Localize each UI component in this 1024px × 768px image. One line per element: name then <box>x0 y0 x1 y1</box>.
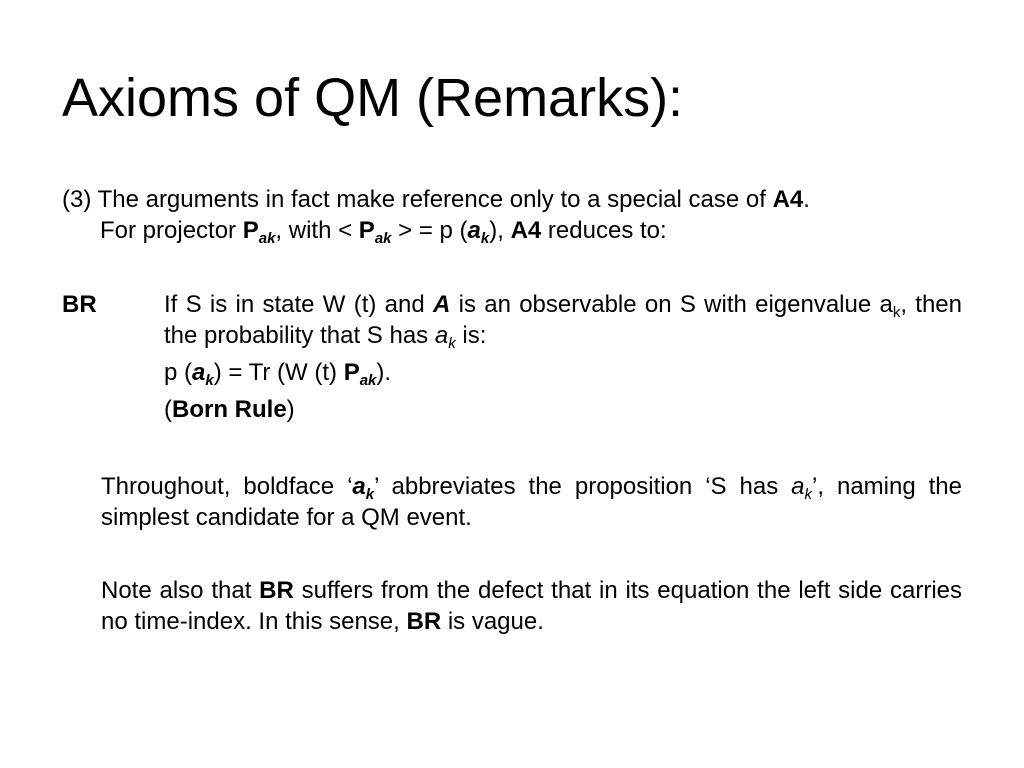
para2-text-2: suffers from the defect that in its equation the left side carries no time-index. In this sense, <box>101 577 963 635</box>
expectation-text: > = p ( <box>391 217 468 244</box>
close-paren: ), <box>489 217 511 244</box>
projector-symbol-2: P <box>358 217 375 244</box>
born-rule-label <box>164 394 962 425</box>
vagueness-note <box>101 575 962 637</box>
br-ref-2: BR <box>406 608 442 635</box>
br-ref-1: BR <box>259 577 294 604</box>
with-text: , with < <box>275 217 359 244</box>
para1-a2: a <box>791 473 805 500</box>
observable-A: A <box>432 291 451 318</box>
value-a: a <box>434 322 449 349</box>
period: . <box>803 186 810 213</box>
slide-title: Axioms of QM (Remarks): <box>62 68 684 128</box>
br-text-2: is an observable on S with eigenvalue a <box>450 291 893 318</box>
born-rule-equation <box>164 357 962 388</box>
remark-3-line-1 <box>62 184 967 215</box>
br-text-1: If S is in state W (t) and <box>164 291 433 318</box>
reduces-text: reduces to: <box>541 217 667 244</box>
br-text-3: , then the probability that S has <box>164 291 963 349</box>
born-rule-name: Born Rule <box>172 396 287 423</box>
br-text-4: is: <box>455 322 487 349</box>
para1-a: a <box>352 473 366 500</box>
born-close: ) <box>286 396 295 423</box>
para1-text-3: ’, naming the simplest candidate for a QM event. <box>101 473 962 531</box>
eq-end: ). <box>376 359 392 386</box>
eq-p-open: p ( <box>164 359 193 386</box>
para1-text-1: Throughout, boldface ‘ <box>101 473 353 500</box>
projector-symbol: P <box>242 217 259 244</box>
eq-trace: ) = Tr (W (t) <box>213 359 344 386</box>
para1-text-2: ’ abbreviates the proposition ‘S has <box>374 473 792 500</box>
proposition-a: a <box>467 217 481 244</box>
para1-k: k <box>365 486 375 503</box>
proposition-k: k <box>480 230 490 247</box>
value-k: k <box>448 335 456 352</box>
eq-P-sub: ak <box>359 372 377 389</box>
a4-ref: A4 <box>772 186 804 213</box>
para1-k2: k <box>804 486 813 503</box>
born-open: ( <box>164 396 172 423</box>
boldface-note <box>101 471 962 533</box>
br-statement <box>164 289 962 351</box>
br-label: BR <box>62 291 97 318</box>
projector-subscript: ak <box>258 230 276 247</box>
para2-text-1: Note also that <box>101 577 260 604</box>
eq-k: k <box>205 372 214 389</box>
eigenvalue-sub: k <box>892 304 901 321</box>
eq-a: a <box>192 359 206 386</box>
a4-ref-2: A4 <box>510 217 542 244</box>
para2-text-3: is vague. <box>441 608 544 635</box>
remark-3-text: (3) The arguments in fact make reference only to a special case of <box>62 186 773 213</box>
projector-subscript-2: ak <box>374 230 392 247</box>
remark-3-line-2 <box>62 215 967 246</box>
born-rule-block <box>164 289 962 425</box>
remark-3 <box>62 184 967 246</box>
eq-P: P <box>343 359 360 386</box>
projector-intro: For projector <box>100 217 243 244</box>
